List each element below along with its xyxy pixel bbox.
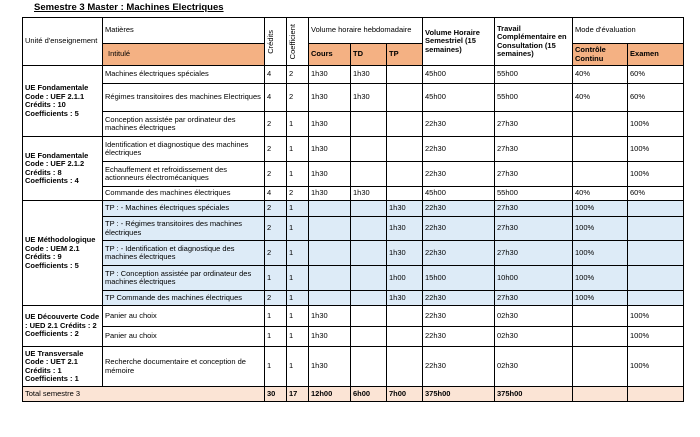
td-cell (351, 112, 387, 137)
travail-cell: 02h30 (495, 327, 573, 347)
cours-cell (309, 217, 351, 241)
vhs-cell: 22h30 (423, 217, 495, 241)
credits-cell: 2 (265, 162, 287, 187)
vhs-cell: 22h30 (423, 112, 495, 137)
exam-cell: 100% (628, 162, 684, 187)
travail-cell: 55h00 (495, 187, 573, 201)
exam-cell (628, 217, 684, 241)
header-volume-semestriel: Volume Horaire Semestriel (15 semaines) (423, 18, 495, 66)
tp-cell: 1h30 (387, 291, 423, 306)
td-cell (351, 291, 387, 306)
cc-cell: 100% (573, 217, 628, 241)
cc-cell: 100% (573, 241, 628, 266)
td-cell (351, 241, 387, 266)
td-cell: 1h30 (351, 66, 387, 84)
header-matieres: Matières (103, 18, 265, 44)
cc-cell (573, 162, 628, 187)
travail-cell: 27h30 (495, 137, 573, 162)
intitule-cell: Identification et diagnostique des machines électriques (103, 137, 265, 162)
header-intitule: Intitulé (103, 44, 265, 66)
vhs-cell: 15h00 (423, 266, 495, 291)
table-row (23, 241, 684, 266)
cc-cell: 40% (573, 84, 628, 112)
travail-cell: 10h00 (495, 266, 573, 291)
exam-cell (628, 266, 684, 291)
td-cell (351, 217, 387, 241)
header-unite: Unité d'enseignement (23, 18, 103, 66)
exam-cell: 100% (628, 306, 684, 327)
total-credits: 30 (265, 387, 287, 402)
vhs-cell: 22h30 (423, 137, 495, 162)
cours-cell (309, 201, 351, 217)
td-cell: 1h30 (351, 187, 387, 201)
exam-cell: 100% (628, 137, 684, 162)
travail-cell: 27h30 (495, 201, 573, 217)
credits-cell: 2 (265, 137, 287, 162)
table-row (23, 112, 684, 137)
credits-cell: 1 (265, 306, 287, 327)
header-mode-eval: Mode d'évaluation (573, 18, 684, 44)
tp-cell (387, 306, 423, 327)
document-title: Semestre 3 Master : Machines Electriques (34, 2, 224, 13)
cours-cell: 1h30 (309, 347, 351, 387)
table-row (23, 327, 684, 347)
tp-cell: 1h00 (387, 266, 423, 291)
intitule-cell: Panier au choix (103, 306, 265, 327)
tp-cell (387, 347, 423, 387)
table-row (23, 187, 684, 201)
credits-cell: 4 (265, 66, 287, 84)
table-row (23, 306, 684, 327)
table-row (23, 291, 684, 306)
cours-cell: 1h30 (309, 112, 351, 137)
tp-cell (387, 327, 423, 347)
cc-cell (573, 327, 628, 347)
cc-cell: 100% (573, 201, 628, 217)
cours-cell: 1h30 (309, 306, 351, 327)
ue-label: UE Méthodologique Code : UEM 2.1 Crédits : 9 Coefficients : 5 (23, 201, 103, 306)
header-td: TD (351, 44, 387, 66)
intitule-cell: TP : - Régimes transitoires des machines électriques (103, 217, 265, 241)
cc-cell (573, 347, 628, 387)
intitule-cell: Commande des machines électriques (103, 187, 265, 201)
vhs-cell: 22h30 (423, 241, 495, 266)
credits-cell: 2 (265, 112, 287, 137)
coef-cell: 1 (287, 217, 309, 241)
coef-cell: 2 (287, 187, 309, 201)
exam-cell: 100% (628, 112, 684, 137)
cc-cell (573, 112, 628, 137)
travail-cell: 55h00 (495, 66, 573, 84)
td-cell (351, 201, 387, 217)
total-label: Total semestre 3 (23, 387, 265, 402)
coef-cell: 1 (287, 291, 309, 306)
intitule-cell: TP : - Machines électriques spéciales (103, 201, 265, 217)
cours-cell: 1h30 (309, 162, 351, 187)
exam-cell (628, 201, 684, 217)
header-cours: Cours (309, 44, 351, 66)
coef-cell: 1 (287, 162, 309, 187)
table-row (23, 66, 684, 84)
tp-cell (387, 187, 423, 201)
credits-cell: 2 (265, 241, 287, 266)
credits-cell: 2 (265, 217, 287, 241)
tp-cell: 1h30 (387, 241, 423, 266)
table-row (23, 217, 684, 241)
tp-cell: 1h30 (387, 201, 423, 217)
ue-label: UE Transversale Code : UET 2.1 Crédits : 1 Coefficients : 1 (23, 347, 103, 387)
tp-cell (387, 66, 423, 84)
header-credits: Crédits (265, 18, 287, 66)
vhs-cell: 45h00 (423, 84, 495, 112)
intitule-cell: TP : - Identification et diagnostique des machines électriques (103, 241, 265, 266)
td-cell (351, 162, 387, 187)
cc-cell (573, 137, 628, 162)
coef-cell: 1 (287, 327, 309, 347)
cours-cell (309, 291, 351, 306)
header-tp: TP (387, 44, 423, 66)
intitule-cell: Panier au choix (103, 327, 265, 347)
credits-cell: 2 (265, 201, 287, 217)
coef-cell: 1 (287, 347, 309, 387)
exam-cell: 60% (628, 187, 684, 201)
cours-cell: 1h30 (309, 327, 351, 347)
cours-cell: 1h30 (309, 137, 351, 162)
tp-cell (387, 84, 423, 112)
header-examen: Examen (628, 44, 684, 66)
td-cell (351, 347, 387, 387)
credits-cell: 1 (265, 327, 287, 347)
vhs-cell: 22h30 (423, 162, 495, 187)
cc-cell: 100% (573, 266, 628, 291)
vhs-cell: 22h30 (423, 347, 495, 387)
travail-cell: 27h30 (495, 162, 573, 187)
coef-cell: 2 (287, 66, 309, 84)
td-cell (351, 327, 387, 347)
credits-cell: 1 (265, 347, 287, 387)
coef-cell: 1 (287, 241, 309, 266)
travail-cell: 27h30 (495, 217, 573, 241)
intitule-cell: Recherche documentaire et conception de mémoire (103, 347, 265, 387)
td-cell (351, 306, 387, 327)
ue-label: UE Fondamentale Code : UEF 2.1.1 Crédits : 10 Coefficients : 5 (23, 66, 103, 137)
total-cours: 12h00 (309, 387, 351, 402)
coef-cell: 1 (287, 112, 309, 137)
total-vhs: 375h00 (423, 387, 495, 402)
total-exam (628, 387, 684, 402)
intitule-cell: Echauffement et refroidissement des actionneurs électromécaniques (103, 162, 265, 187)
vhs-cell: 45h00 (423, 66, 495, 84)
cc-cell (573, 306, 628, 327)
travail-cell: 55h00 (495, 84, 573, 112)
credits-cell: 4 (265, 187, 287, 201)
coef-cell: 1 (287, 306, 309, 327)
intitule-cell: Machines électriques spéciales (103, 66, 265, 84)
travail-cell: 02h30 (495, 306, 573, 327)
total-travail: 375h00 (495, 387, 573, 402)
travail-cell: 27h30 (495, 241, 573, 266)
exam-cell: 100% (628, 327, 684, 347)
exam-cell (628, 241, 684, 266)
table-row (23, 266, 684, 291)
table-row (23, 84, 684, 112)
header-volume-hebdo: Volume horaire hebdomadaire (309, 18, 423, 44)
table-row (23, 162, 684, 187)
tp-cell (387, 162, 423, 187)
vhs-cell: 22h30 (423, 306, 495, 327)
cc-cell: 40% (573, 187, 628, 201)
total-cc (573, 387, 628, 402)
intitule-cell: TP Commande des machines électriques (103, 291, 265, 306)
tp-cell (387, 137, 423, 162)
tp-cell: 1h30 (387, 217, 423, 241)
total-row (23, 387, 684, 402)
credits-cell: 2 (265, 291, 287, 306)
table-row (23, 201, 684, 217)
td-cell (351, 137, 387, 162)
vhs-cell: 22h30 (423, 201, 495, 217)
coef-cell: 1 (287, 201, 309, 217)
total-coef: 17 (287, 387, 309, 402)
cours-cell: 1h30 (309, 66, 351, 84)
credits-cell: 4 (265, 84, 287, 112)
header-controle: Contrôle Continu (573, 44, 628, 66)
coef-cell: 1 (287, 137, 309, 162)
curriculum-table (22, 17, 684, 402)
coef-cell: 1 (287, 266, 309, 291)
credits-cell: 1 (265, 266, 287, 291)
travail-cell: 27h30 (495, 112, 573, 137)
travail-cell: 02h30 (495, 347, 573, 387)
table-row (23, 137, 684, 162)
vhs-cell: 22h30 (423, 291, 495, 306)
table-row (23, 347, 684, 387)
vhs-cell: 45h00 (423, 187, 495, 201)
exam-cell: 60% (628, 84, 684, 112)
ue-label: UE Fondamentale Code : UEF 2.1.2 Crédits : 8 Coefficients : 4 (23, 137, 103, 201)
intitule-cell: Conception assistée par ordinateur des machines électriques (103, 112, 265, 137)
tp-cell (387, 112, 423, 137)
cours-cell: 1h30 (309, 187, 351, 201)
total-tp: 7h00 (387, 387, 423, 402)
cours-cell (309, 266, 351, 291)
intitule-cell: Régimes transitoires des machines Electriques (103, 84, 265, 112)
cc-cell: 100% (573, 291, 628, 306)
exam-cell: 100% (628, 347, 684, 387)
total-td: 6h00 (351, 387, 387, 402)
header-travail: Travail Complémentaire en Consultation (15 semaines) (495, 18, 573, 66)
cours-cell (309, 241, 351, 266)
vhs-cell: 22h30 (423, 327, 495, 347)
header-coefficient: Coefficient (287, 18, 309, 66)
cc-cell: 40% (573, 66, 628, 84)
td-cell: 1h30 (351, 84, 387, 112)
exam-cell: 60% (628, 66, 684, 84)
coef-cell: 2 (287, 84, 309, 112)
exam-cell (628, 291, 684, 306)
intitule-cell: TP : Conception assistée par ordinateur des machines électriques (103, 266, 265, 291)
travail-cell: 27h30 (495, 291, 573, 306)
ue-label: UE Découverte Code : UED 2.1 Crédits : 2 Coefficients : 2 (23, 306, 103, 347)
cours-cell: 1h30 (309, 84, 351, 112)
td-cell (351, 266, 387, 291)
